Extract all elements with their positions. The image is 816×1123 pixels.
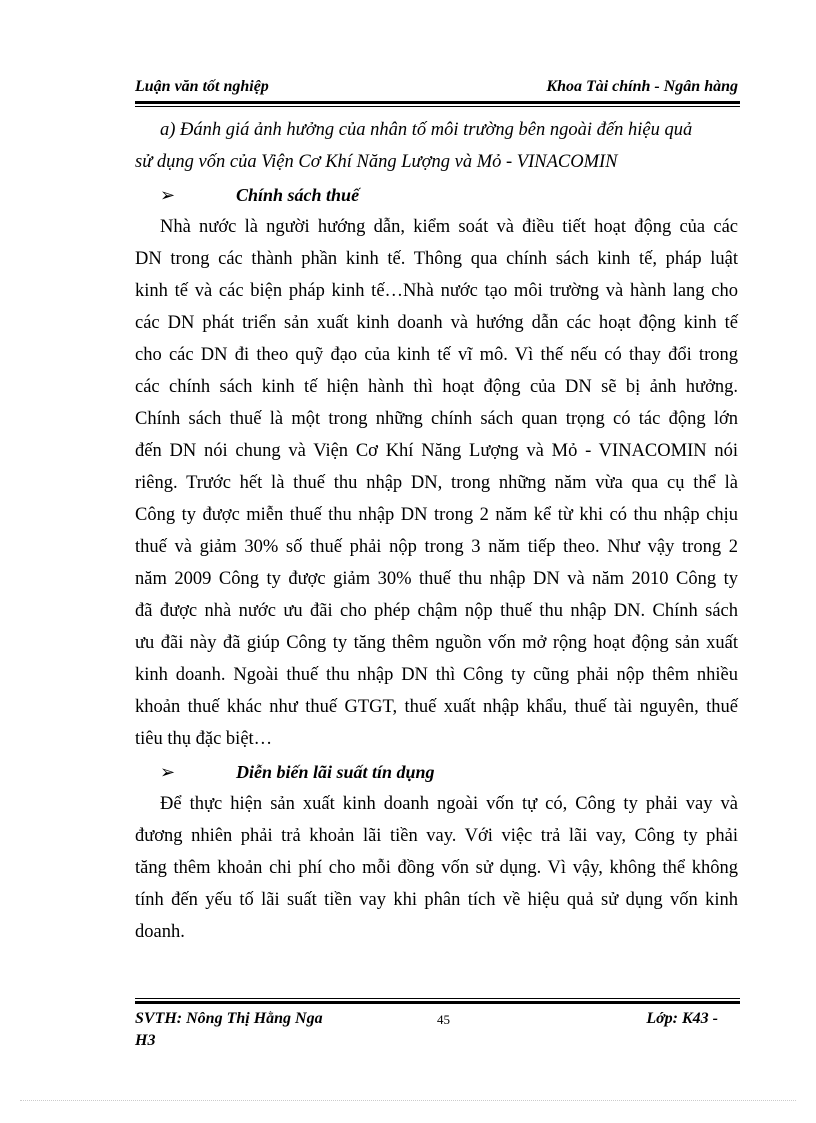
arrow-bullet-icon: ➢ <box>160 762 176 782</box>
footer-student-name: SVTH: Nông Thị Hằng Nga <box>135 1010 323 1027</box>
paragraph-line: tính đến yếu tố lãi suất tiền vay khi phân tích về hiệu quả sử dụng vốn kinh <box>135 890 738 910</box>
paragraph-line: ưu đãi này đã giúp Công ty tăng thêm nguồn vốn mở rộng hoạt động sản xuất <box>135 633 738 653</box>
paragraph-line: đương nhiên phải trả khoản lãi tiền vay. Với việc trả lãi vay, Công ty phải <box>135 826 738 846</box>
paragraph-line: đến DN nói chung và Viện Cơ Khí Năng Lượng và Mỏ - VINACOMIN nói <box>135 441 738 461</box>
paragraph-line: tăng thêm khoản chi phí cho mỗi đồng vốn sử dụng. Vì vậy, không thể không <box>135 858 738 878</box>
header-rule-thick <box>135 101 740 104</box>
paragraph-line: các DN phát triển sản xuất kinh doanh và hướng dẫn các hoạt động kinh tế <box>135 313 738 333</box>
section-interest-title: Diễn biến lãi suất tín dụng <box>236 762 435 782</box>
paragraph-line: kinh tế và các biện pháp kinh tế…Nhà nước tạo môi trường và hành lang cho <box>135 281 738 301</box>
paragraph-line: cho các DN đi theo quỹ đạo của kinh tế vĩ mô. Vì thế nếu có thay đổi trong <box>135 345 738 365</box>
paragraph-line: riêng. Trước hết là thuế thu nhập DN, trong những năm vừa qua cụ thể là <box>135 473 738 493</box>
page-bottom-dotted-border <box>20 1100 796 1101</box>
section-interest-heading <box>160 761 435 783</box>
footer-rule-thin <box>135 998 740 999</box>
paragraph-line: khoản thuế khác như thuế GTGT, thuế xuất nhập khẩu, thuế tài nguyên, thuế <box>135 697 738 717</box>
paragraph-line: doanh. <box>135 922 185 942</box>
page-number: 45 <box>437 1012 450 1027</box>
subheading-line-1: a) Đánh giá ảnh hưởng của nhân tố môi trường bên ngoài đến hiệu quả <box>160 120 693 140</box>
paragraph-line: Để thực hiện sản xuất kinh doanh ngoài vốn tự có, Công ty phải vay và <box>160 794 738 814</box>
paragraph-line: các chính sách kinh tế hiện hành thì hoạt động của DN sẽ bị ảnh hưởng. <box>135 377 738 397</box>
header-thesis-label: Luận văn tốt nghiệp <box>135 78 269 95</box>
page-header <box>135 78 738 100</box>
header-faculty-label: Khoa Tài chính - Ngân hàng <box>546 78 738 95</box>
paragraph-line: Công ty được miễn thuế thu nhập DN trong 2 năm kể từ khi có thu nhập chịu <box>135 505 738 525</box>
section-tax-title: Chính sách thuế <box>236 185 360 205</box>
footer-rule-thick <box>135 1001 740 1004</box>
subheading-line-2: sử dụng vốn của Viện Cơ Khí Năng Lượng và Mỏ - VINACOMIN <box>135 152 618 172</box>
paragraph-line: DN trong các thành phần kinh tế. Thông qua chính sách kinh tế, pháp luật <box>135 249 738 269</box>
paragraph-line: đã được nhà nước ưu đãi cho phép chậm nộp thuế thu nhập DN. Chính sách <box>135 601 738 621</box>
paragraph-line: tiêu thụ đặc biệt… <box>135 729 273 749</box>
paragraph-line: kinh doanh. Ngoài thuế thu nhập DN thì Công ty cũng phải nộp thêm nhiều <box>135 665 738 685</box>
paragraph-line: Nhà nước là người hướng dẫn, kiểm soát và điều tiết hoạt động của các <box>160 217 738 237</box>
footer-class-continuation: H3 <box>135 1032 156 1049</box>
footer-class-label: Lớp: K43 - <box>646 1010 718 1027</box>
arrow-bullet-icon: ➢ <box>160 185 176 205</box>
header-rule-thin <box>135 106 740 107</box>
paragraph-line: Chính sách thuế là một trong những chính sách quan trọng có tác động lớn <box>135 409 738 429</box>
paragraph-line: năm 2009 Công ty được giảm 30% thuế thu nhập DN và năm 2010 Công ty <box>135 569 738 589</box>
section-tax-heading <box>160 184 359 206</box>
paragraph-line: thuế và giảm 30% số thuế phải nộp trong 3 năm tiếp theo. Như vậy trong 2 <box>135 537 738 557</box>
